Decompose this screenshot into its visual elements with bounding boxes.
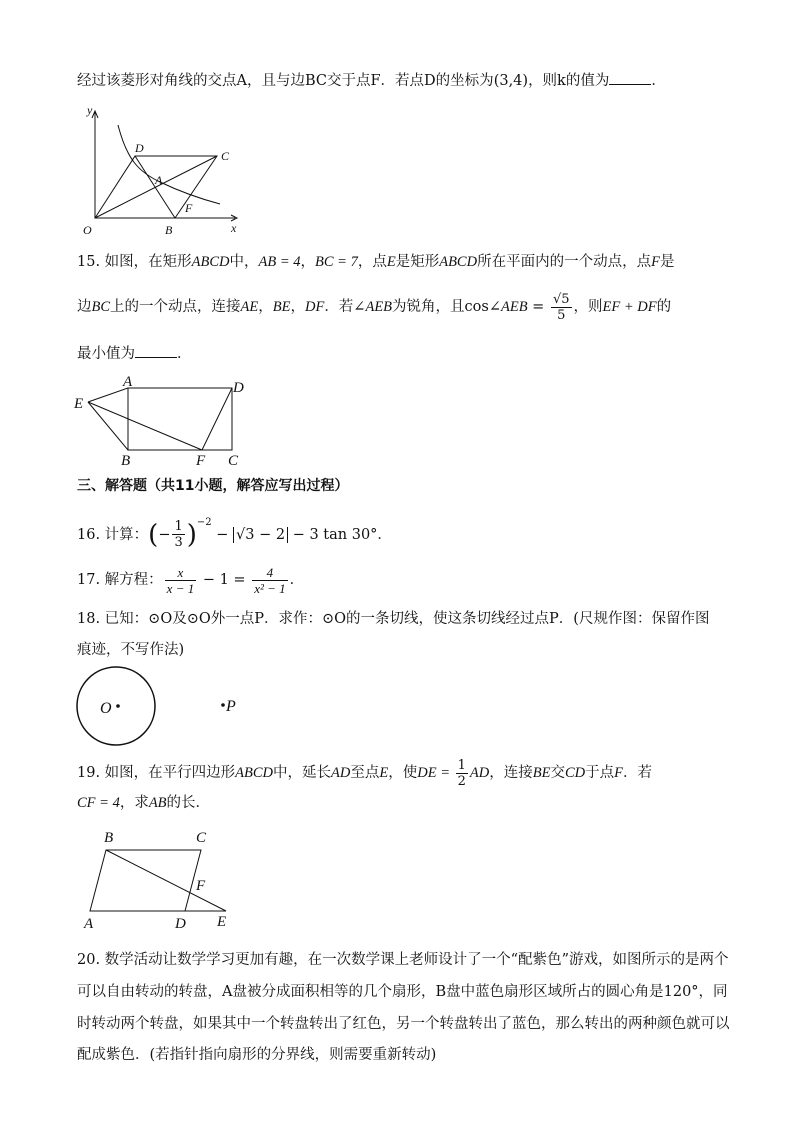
q15-sep: ， — [300, 254, 316, 270]
q19-abcd: ABCD — [235, 765, 274, 781]
segment-EA — [88, 388, 128, 402]
q15-sep3: ， — [290, 299, 305, 315]
q15-aeb: AEB — [365, 299, 393, 315]
q19-line1 — [77, 757, 652, 789]
q15-df: DF — [304, 299, 325, 315]
q14-text — [77, 70, 666, 91]
q19-cd: CD — [564, 765, 586, 781]
parallelogram-ABCD — [90, 850, 201, 911]
q17-n1: x — [165, 565, 197, 581]
q17-mid: − 1 = — [198, 572, 251, 588]
label-P: P — [226, 698, 236, 715]
q19-t6: 交 — [550, 765, 565, 781]
q15-efdf: EF + DF — [602, 299, 657, 315]
q19-t4: ，使 — [388, 765, 418, 781]
label-F: F — [196, 878, 206, 894]
q19-ad2: AD — [469, 765, 490, 781]
label-B: B — [121, 453, 131, 469]
q20-line4: 配成紫色．(若指针指向扇形的分界线，则需要重新转动) — [77, 1047, 437, 1063]
q15-be: BE — [272, 299, 291, 315]
label-x: x — [231, 221, 237, 235]
q15-t3: ，点 — [357, 254, 387, 270]
q19-line2 — [77, 793, 210, 813]
q15-line2 — [77, 290, 671, 324]
q15-ae: AE — [240, 299, 259, 315]
q15-t5: 所在平面内的一个动点，点 — [477, 254, 652, 270]
q16-exp: −2 — [196, 517, 212, 528]
q14-end: ． — [651, 73, 666, 89]
q19-fraction — [456, 758, 468, 789]
q19-t9: ，求 — [119, 795, 149, 811]
diagonal-DB — [135, 156, 175, 218]
q15-line3 — [77, 343, 192, 364]
q15-num: √5 — [552, 291, 570, 307]
q19-figure — [80, 826, 260, 936]
label-B: B — [104, 830, 114, 846]
q15-t1: 15. 如图，在矩形 — [77, 254, 192, 270]
q15-t13: 最小值为 — [77, 346, 135, 362]
label-D: D — [135, 141, 144, 155]
label-D: D — [233, 380, 244, 396]
q16-label: 16. 计算： — [77, 526, 149, 543]
label-F: F — [185, 201, 193, 215]
circle-O — [77, 667, 155, 745]
label-D: D — [175, 916, 186, 932]
center-point — [116, 704, 120, 708]
q17-end: ． — [289, 572, 305, 588]
q15-t10: 为锐角，且cos∠ — [392, 299, 501, 315]
q17-label: 17. 解方程： — [77, 572, 163, 588]
q19-t2: 中，延长 — [273, 765, 332, 781]
q15-t7: 边 — [77, 299, 92, 315]
q15-bc: BC = 7 — [315, 254, 358, 270]
segment-BE — [106, 850, 226, 911]
label-B: B — [165, 223, 173, 237]
q19-t3: 至点 — [350, 765, 380, 781]
q17-d1: x − 1 — [166, 580, 195, 596]
q19-be: BE — [532, 765, 551, 781]
q16-rest2: − 3 tan 30°． — [288, 526, 392, 543]
answer-blank[interactable] — [609, 70, 651, 85]
q15-bc2: BC — [91, 299, 111, 315]
label-E: E — [217, 914, 227, 930]
q16-abs: √3 − 2 — [233, 527, 288, 543]
q16-minus: − — [158, 526, 171, 543]
q15-aeb2: AEB — [501, 299, 528, 315]
q15-t6: 是 — [659, 254, 675, 270]
q14-coord: (3,4) — [493, 73, 529, 89]
q15-ab: AB = 4 — [258, 254, 301, 270]
q19-de: DE = — [417, 765, 454, 781]
q15-t4: 是矩形 — [395, 254, 440, 270]
q20-line1: 20. 数学活动让数学学习更加有趣，在一次数学课上老师设计了一个“配紫色”游戏，如图所示的是两个 — [77, 952, 729, 968]
q18-line2: 痕迹，不写作法) — [77, 642, 185, 658]
hyperbola-curve — [118, 125, 220, 204]
label-O: O — [100, 700, 112, 717]
label-y: y — [87, 103, 93, 117]
segment-DF — [202, 388, 232, 450]
q15-t2: 中， — [229, 254, 259, 270]
label-C: C — [221, 149, 230, 163]
q15-t12: 的 — [656, 299, 672, 315]
q14-text-a: 经过该菱形对角线的交点A，且与边BC交于点F．若点D的坐标为 — [77, 73, 494, 89]
paren-right: ) — [186, 519, 197, 550]
q19-ad: AD — [331, 765, 351, 781]
q16 — [77, 513, 392, 553]
q15-f: F — [651, 254, 660, 270]
q15-abcd2: ABCD — [439, 254, 478, 270]
q18-line1: 18. 已知：⊙O及⊙O外一点P．求作：⊙O的一条切线，使这条切线经过点P．(尺规作图：保留作图 — [77, 611, 710, 627]
paren-left: ( — [148, 519, 159, 550]
q19-t7: 于点 — [585, 765, 615, 781]
answer-blank[interactable] — [135, 343, 177, 358]
q16-num: 1 — [174, 519, 183, 535]
q17-fraction1 — [165, 565, 197, 596]
point-P — [221, 703, 225, 707]
q19-e: E — [379, 765, 389, 781]
q20-line2: 可以自由转动的转盘，A盘被分成面积相等的几个扇形，B盘中蓝色扇形区域所占的圆心角是120°，同 — [77, 984, 728, 1000]
q17-fraction2 — [252, 565, 287, 596]
q17-d2: x² − 1 — [254, 580, 286, 596]
q15-sep2: ， — [258, 299, 273, 315]
label-F: F — [196, 453, 206, 469]
q19-t5: ，连接 — [489, 765, 533, 781]
q15-t11: ，则 — [573, 299, 603, 315]
q16-rest1: − — [211, 526, 234, 543]
label-E: E — [74, 396, 84, 412]
segment-EF — [88, 402, 202, 450]
q15-den: 5 — [557, 307, 566, 323]
q17 — [77, 563, 304, 597]
q15-fraction — [551, 292, 572, 323]
q15-abcd: ABCD — [191, 254, 230, 270]
q15-figure — [72, 372, 262, 472]
q15-e: E — [386, 254, 396, 270]
q17-n2: 4 — [252, 565, 287, 581]
diagonal-OC — [95, 156, 217, 218]
label-C: C — [196, 830, 207, 846]
label-A: A — [123, 374, 133, 390]
label-O: O — [83, 223, 92, 237]
q15-t9: ．若∠ — [324, 299, 366, 315]
section-heading: 三、解答题（共11小题，解答应写出过程） — [77, 478, 349, 494]
label-A: A — [155, 173, 163, 187]
q19-t10: 的长． — [166, 795, 211, 811]
q15-end: ． — [177, 346, 192, 362]
q16-den: 3 — [174, 535, 183, 551]
q15-line1 — [77, 252, 674, 272]
q16-fraction — [172, 519, 184, 550]
q19-t1: 19. 如图，在平行四边形 — [77, 765, 236, 781]
q19-f: F — [614, 765, 623, 781]
q15-t8: 上的一个动点，连接 — [110, 299, 241, 315]
segment-EB — [88, 402, 128, 450]
q14-text-b: ，则k的值为 — [528, 73, 610, 89]
q19-ab: AB — [148, 795, 167, 811]
q15-eq: = — [527, 299, 549, 315]
q19-cf: CF = 4 — [77, 795, 120, 811]
q14-figure — [75, 100, 255, 240]
label-C: C — [228, 453, 239, 469]
q20-line3: 时转动两个转盘，如果其中一个转盘转出了红色，另一个转盘转出了蓝色，那么转出的两种颜色就可以 — [77, 1016, 730, 1032]
q18-figure — [74, 664, 254, 748]
label-A: A — [84, 916, 94, 932]
q19-t8: ．若 — [622, 765, 652, 781]
q19-den: 2 — [457, 773, 466, 789]
q19-num: 1 — [457, 757, 466, 773]
